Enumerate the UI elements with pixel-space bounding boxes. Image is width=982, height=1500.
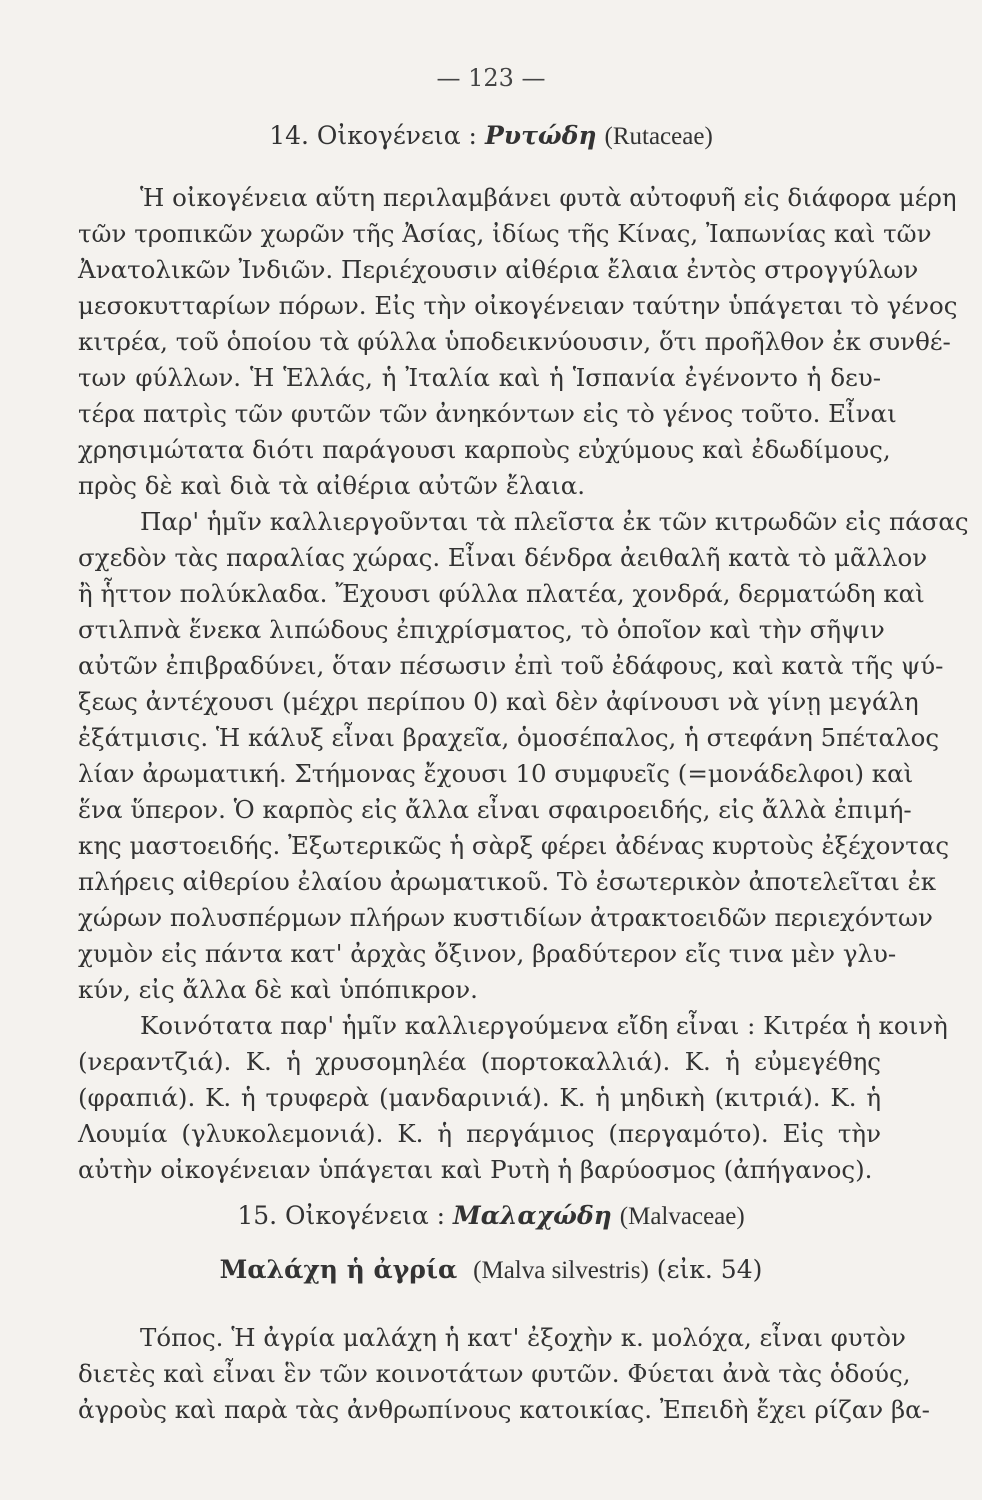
para2-line: χυμὸν εἰς πάντα κατ' ἀρχὰς ὄξινον, βραδύτερον εἴς τινα μὲν γλυ- [78, 939, 897, 968]
para2-line: σχεδὸν τὰς παραλίας χώρας. Εἶναι δένδρα ἀειθαλῆ κατὰ τὸ μᾶλλον [78, 543, 928, 572]
para2-line: χώρων πολυσπέρμων πλήρων κυστιδίων ἀτρακτοειδῶν περιεχόντων [78, 903, 933, 932]
family-15-prefix: 15. Οἰκογένεια : [237, 1201, 454, 1230]
para2-line: ἐξάτμισις. Ἡ κάλυξ εἶναι βραχεῖα, ὁμοσέπαλος, ἡ στεφάνη 5πέταλος [78, 723, 940, 752]
species-latin-name: (Malva silvestris) [473, 1257, 649, 1284]
para4-line: Τόπος. Ἡ ἀγρία μαλάχη ἡ κατ' ἐξοχὴν κ. μολόχα, εἶναι φυτὸν [140, 1323, 906, 1352]
family-14-heading [0, 118, 982, 155]
species-greek-name: Μαλάχη ἡ ἀγρία [219, 1255, 458, 1284]
para2-line: κης μαστοειδής. Ἐξωτερικῶς ἡ σὰρξ φέρει ἀδένας κυρτοὺς ἐξέχοντας [78, 831, 950, 860]
para1-line: μεσοκυτταρίων πόρων. Εἰς τὴν οἰκογένειαν ταύτην ὑπάγεται τὸ γένος [78, 291, 958, 320]
family-14-greek-name: Ρυτώδη [484, 121, 597, 150]
para2-line: ξεως ἀντέχουσι (μέχρι περίπου 0) καὶ δὲν ἀφίνουσι νὰ γίνῃ μεγάλη [78, 687, 919, 716]
para4-line: διετὲς καὶ εἶναι ἓν τῶν κοινοτάτων φυτῶν. Φύεται ἀνὰ τὰς ὁδούς, [78, 1359, 911, 1388]
para4-line: ἀγροὺς καὶ παρὰ τὰς ἀνθρωπίνους κατοικίας. Ἐπειδὴ ἔχει ρίζαν βα- [78, 1395, 930, 1424]
para2-line: ἢ ἧττον πολύκλαδα. Ἔχουσι φύλλα πλατέα, χονδρά, δερματώδη καὶ [78, 579, 925, 608]
para3-line: (νεραντζιά). Κ. ἡ χρυσομηλέα (πορτοκαλλιά). Κ. ἡ εὐμεγέθης [78, 1047, 881, 1076]
para2-line: Παρ' ἡμῖν καλλιεργοῦνται τὰ πλεῖστα ἐκ τῶν κιτρωδῶν εἰς πάσας [140, 507, 969, 536]
para1-line: τῶν τροπικῶν χωρῶν τῆς Ἀσίας, ἰδίως τῆς Κίνας, Ἰαπωνίας καὶ τῶν [78, 219, 932, 248]
para3-line: Λουμία (γλυκολεμονιά). Κ. ἡ περγάμιος (περγαμότο). Εἰς τὴν [78, 1119, 881, 1148]
para3-line: αὐτὴν οἰκογένειαν ὑπάγεται καὶ Ρυτὴ ἡ βαρύοσμος (ἀπήγανος). [78, 1155, 873, 1184]
para1-line: πρὸς δὲ καὶ διὰ τὰ αἰθέρια αὐτῶν ἔλαια. [78, 471, 586, 500]
para3-line: Κοινότατα παρ' ἡμῖν καλλιεργούμενα εἴδη εἶναι : Κιτρέα ἡ κοινὴ [140, 1011, 948, 1040]
family-15-greek-name: Μαλαχώδη [453, 1201, 612, 1230]
para1-line: χρησιμώτατα διότι παράγουσι καρποὺς εὐχύμους καὶ ἐδωδίμους, [78, 435, 891, 464]
para3-line: (φραπιά). Κ. ἡ τρυφερὰ (μανδαρινιά). Κ. ἡ μηδικὴ (κιτριά). Κ. ἡ [78, 1083, 881, 1112]
para2-line: πλήρεις αἰθερίου ἐλαίου ἀρωματικοῦ. Τὸ ἐσωτερικὸν ἀποτελεῖται ἐκ [78, 867, 937, 896]
family-14-latin-name: (Rutaceae) [604, 123, 713, 150]
para1-line: των φύλλων. Ἡ Ἑλλάς, ἡ Ἰταλία καὶ ἡ Ἱσπανία ἐγένοντο ἡ δευ- [78, 363, 881, 392]
para1-line: κιτρέα, τοῦ ὁποίου τὰ φύλλα ὑποδεικνύουσιν, ὅτι προῆλθον ἐκ συνθέ- [78, 327, 951, 356]
figure-reference: (εἰκ. 54) [656, 1255, 763, 1284]
family-15-latin-name: (Malvaceae) [619, 1203, 745, 1230]
para1-line: Ἀνατολικῶν Ἰνδιῶν. Περιέχουσιν αἰθέρια ἔλαια ἐντὸς στρογγύλων [78, 255, 919, 284]
para1-line: τέρα πατρὶς τῶν φυτῶν τῶν ἀνηκόντων εἰς τὸ γένος τοῦτο. Εἶναι [78, 399, 897, 428]
family-15-heading [0, 1198, 982, 1235]
species-heading [0, 1252, 982, 1289]
page-number: — 123 — [436, 64, 546, 92]
para2-line: ἕνα ὕπερον. Ὁ καρπὸς εἰς ἄλλα εἶναι σφαιροειδής, εἰς ἄλλὰ ἐπιμή- [78, 795, 912, 824]
para2-line: κύν, εἰς ἄλλα δὲ καὶ ὑπόπικρον. [78, 975, 478, 1004]
para2-line: λίαν ἀρωματική. Στήμονας ἔχουσι 10 συμφυεῖς (=μονάδελφοι) καὶ [78, 759, 914, 788]
para2-line: αὐτῶν ἐπιβραδύνει, ὅταν πέσωσιν ἐπὶ τοῦ ἐδάφους, καὶ κατὰ τῆς ψύ- [78, 651, 944, 680]
para2-line: στιλπνὰ ἕνεκα λιπώδους ἐπιχρίσματος, τὸ ὁποῖον καὶ τὴν σῆψιν [78, 615, 885, 644]
para1-line: Ἡ οἰκογένεια αὕτη περιλαμβάνει φυτὰ αὐτοφυῆ εἰς διάφορα μέρη [140, 183, 957, 212]
family-14-prefix: 14. Οἰκογένεια : [269, 121, 485, 150]
